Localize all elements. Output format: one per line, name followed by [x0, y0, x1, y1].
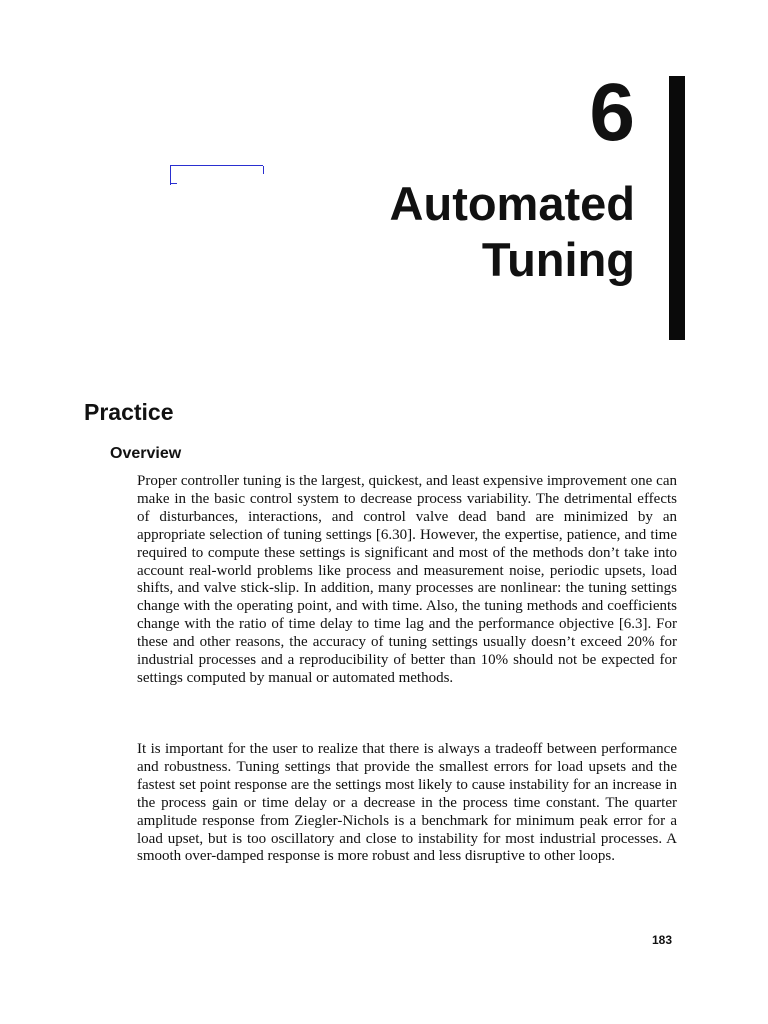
chapter-vertical-rule: [669, 76, 685, 340]
selection-bracket-foot: [170, 183, 177, 184]
chapter-number: 6: [589, 67, 635, 158]
chapter-title: [390, 176, 635, 288]
body-paragraph: Proper controller tuning is the largest, quickest, and least expensive improvement one can make in the basic control system to decrease process variability. The detrimental effects of disturbances, interactions, and control valve dead band are minimized by an appropriate selection of tuning settings [6.30]. However, the expertise, patience, and time required to compute these settings is significant and most of the methods don’t take into account real-world problems like process and measurement noise, periodic upsets, load shifts, and valve stick-slip. In addition, many processes are nonlinear: the tuning settings change with the operating point, and with time. Also, the tuning methods and coefficients change with the ratio of time delay to time lag and the performance objective [6.3]. For these and other reasons, the accuracy of tuning settings usually doesn’t exceed 20% for industrial processes and a reproducibility of better than 10% should not be expected for settings computed by manual or automated methods.: [137, 473, 677, 686]
page-number: 183: [652, 933, 673, 947]
chapter-title-line-1: Automated: [389, 177, 635, 230]
body-paragraph: It is important for the user to realize that there is always a tradeoff between performance and robustness. Tuning settings that provide the smallest errors for load upsets and the fastest set point response are the settings most likely to cause instability for an increase in the process gain or time delay or a decrease in the process time constant. The quarter amplitude response from Ziegler-Nichols is a benchmark for minimum peak error for a load upset, but is too oscillatory and close to instability for most industrial processes. A smooth over-damped response is more robust and less disruptive to other loops.: [137, 741, 677, 865]
chapter-title-line-2: Tuning: [481, 233, 635, 286]
selection-bracket-mark: [170, 165, 263, 185]
subsection-heading: Overview: [110, 445, 182, 462]
section-heading: Practice: [84, 399, 174, 425]
